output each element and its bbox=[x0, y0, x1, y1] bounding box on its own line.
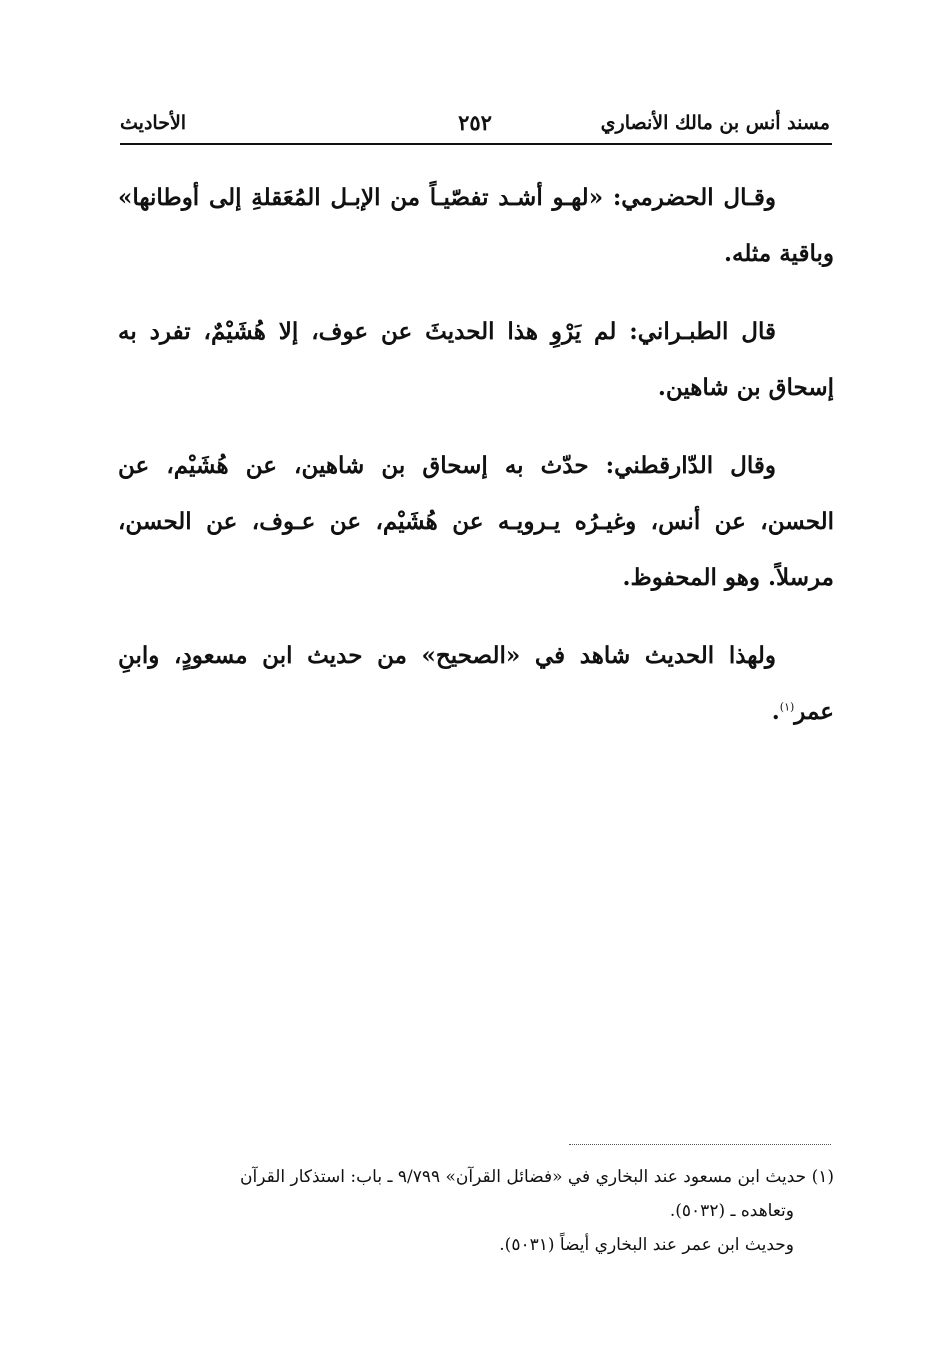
page-number: ٢٥٢ bbox=[458, 110, 492, 135]
paragraph-daraqutni: وقال الدّارقطني: حدّث به إسحاق بن شاهين، عن هُشَيْم، عن الحسن، عن أنس، وغيـرُه يـرويـه عن هُشَيْم، عن عـوف، عن الحسن، مرسلاً. وهو المحفوظ. bbox=[118, 452, 834, 591]
footnote-marker: (١) bbox=[779, 700, 795, 714]
paragraph-shahid-text: ولهذا الحديث شاهد في «الصحيح» من حديث ابن مسعودٍ، وابنِ عمر bbox=[118, 642, 834, 725]
footnotes bbox=[118, 1160, 834, 1262]
footnote-separator bbox=[569, 1144, 831, 1145]
section-title: الأحاديث bbox=[120, 112, 187, 134]
footnote-1-line-2: وتعاهده ـ (٥٠٣٢). bbox=[669, 1201, 794, 1221]
paragraph-shahid bbox=[118, 628, 834, 740]
paragraph-end-mark: . bbox=[771, 698, 780, 725]
paragraph-hadrami: وقـال الحضرمي: «لهـو أشـد تفصّيـاً من الإبـل المُعَقلةِ إلى أوطانها» وباقية مثله. bbox=[118, 184, 834, 267]
footnote-1-line-3: وحديث ابن عمر عند البخاري أيضاً (٥٠٣١). bbox=[499, 1235, 794, 1255]
header-rule bbox=[120, 143, 832, 145]
book-title: مسند أنس بن مالك الأنصاري bbox=[600, 112, 830, 134]
paragraph-tabarani: قال الطبـراني: لم يَرْوِ هذا الحديثَ عن عوف، إلا هُشَيْمٌ، تفرد به إسحاق بن شاهين. bbox=[118, 318, 834, 401]
main-text bbox=[118, 170, 834, 762]
running-header bbox=[120, 106, 830, 140]
footnote-1-line-1: (١) حديث ابن مسعود عند البخاري في «فضائل القرآن» ٩/٧٩٩ ـ باب: استذكار القرآن bbox=[240, 1167, 834, 1187]
